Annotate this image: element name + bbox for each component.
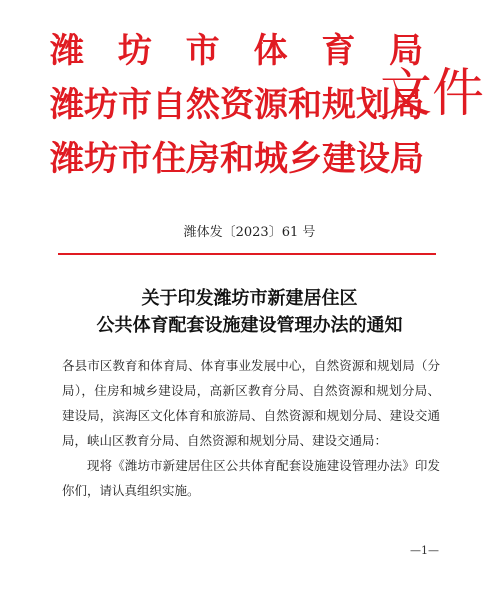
recipients-paragraph: 各县市区教育和体育局、体育事业发展中心，自然资源和规划局（分局），住房和城乡建设局，高新区教育分局、自然资源和规划分局、建设局，滨海区文化体育和旅游局、自然资源和规划分局、建设交通局，峡山区教育分局、自然资源和规划分局、建设交通局： bbox=[62, 358, 440, 448]
title-line-1: 关于印发潍坊市新建居住区 bbox=[141, 288, 358, 309]
content-paragraph: 现将《潍坊市新建居住区公共体育配套设施建设管理办法》印发你们，请认真组织实施。 bbox=[62, 458, 440, 498]
issuer-natural-resources-bureau: 潍坊市自然资源和规划局 bbox=[50, 85, 424, 125]
page-number: —1— bbox=[410, 544, 439, 557]
issuer-sports-bureau: 潍 坊 市 体 育 局 bbox=[50, 31, 435, 71]
issuer-housing-bureau: 潍坊市住房和城乡建设局 bbox=[50, 139, 424, 179]
document-type-label: 文件 bbox=[380, 64, 485, 124]
document-number: 潍体发〔2023〕61 号 bbox=[183, 225, 316, 240]
document-body bbox=[62, 353, 440, 503]
document-title bbox=[0, 285, 499, 339]
title-line-2: 公共体育配套设施建设管理办法的通知 bbox=[96, 315, 403, 336]
red-divider-line bbox=[58, 253, 436, 255]
